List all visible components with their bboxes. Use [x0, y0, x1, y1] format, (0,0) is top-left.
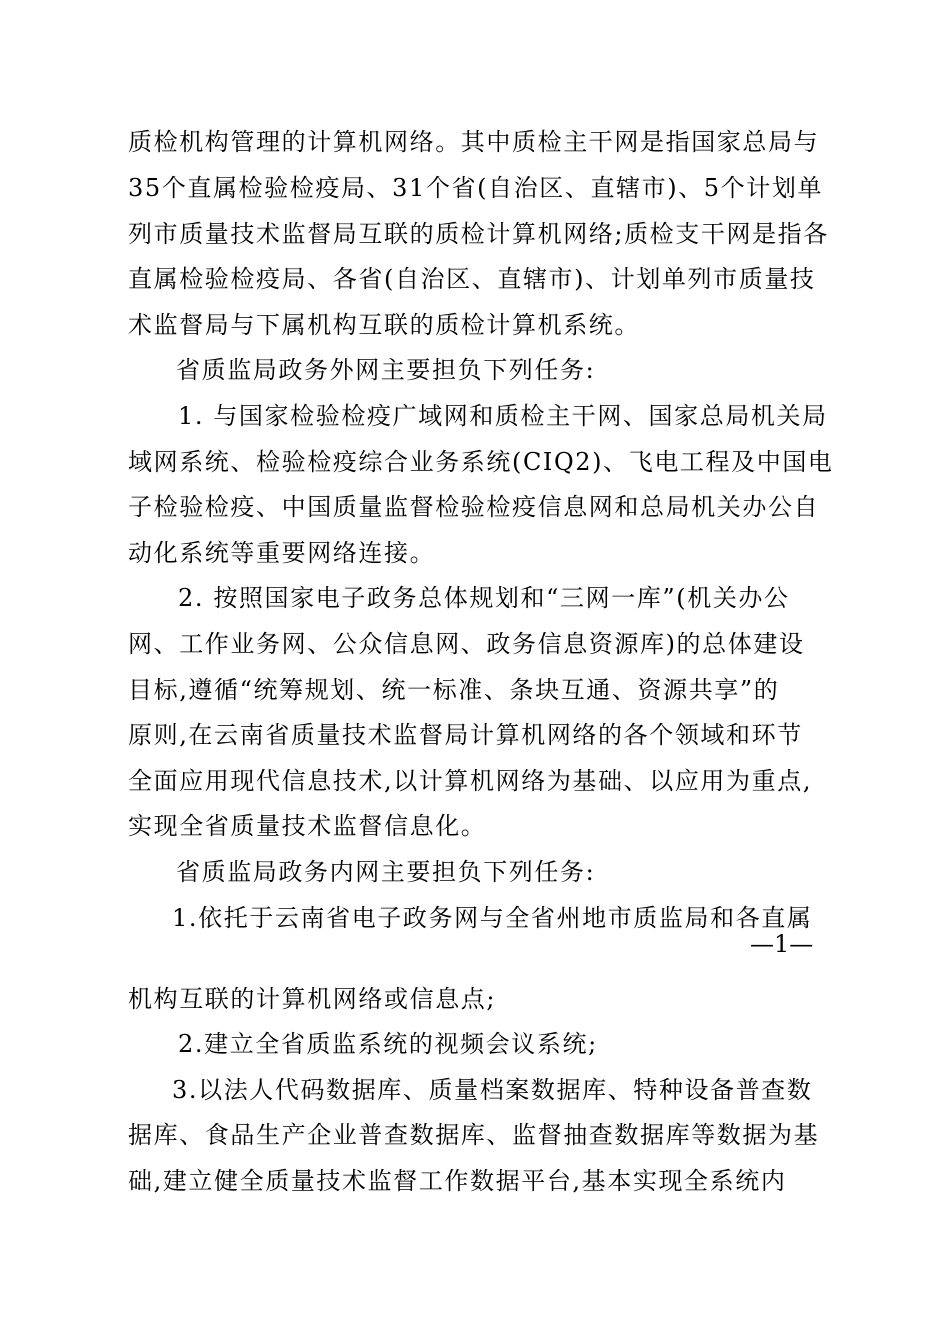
paragraph-line: 全面应用现代信息技术,以计算机网络为基础、以应用为重点,	[128, 767, 813, 795]
list-item-line: 2.建立全省质监系统的视频会议系统;	[178, 1030, 598, 1058]
list-item-line: 1. 与国家检验检疫广域网和质检主干网、国家总局机关局	[178, 402, 828, 430]
paragraph-line: 实现全省质量技术监督信息化。	[128, 812, 487, 840]
paragraph-line: 35个直属检验检疫局、31个省(自治区、直辖市)、5个计划单	[128, 174, 824, 202]
paragraph-line: 目标,遵循“统筹规划、统一标准、条块互通、资源共享”的	[128, 676, 780, 704]
list-item-line: 3.以法人代码数据库、质量档案数据库、特种设备普查数	[172, 1076, 813, 1104]
paragraph-line: 础,建立健全质量技术监督工作数据平台,基本实现全系统内	[128, 1167, 787, 1195]
paragraph-line: 质检机构管理的计算机网络。其中质检主干网是指国家总局与	[128, 128, 820, 156]
paragraph-line: 原则,在云南省质量技术监督局计算机网络的各个领域和环节	[128, 721, 803, 749]
paragraph-line: 域网系统、检验检疫综合业务系统(CIQ2)、飞电工程及中国电	[128, 448, 834, 476]
section-heading: 省质监局政务外网主要担负下列任务:	[176, 356, 596, 384]
paragraph-line: 网、工作业务网、公众信息网、政务信息资源库)的总体建设	[128, 630, 805, 658]
paragraph-line: 列市质量技术监督局互联的质检计算机网络;质检支干网是指各	[128, 220, 829, 248]
paragraph-line: 机构互联的计算机网络或信息点;	[128, 985, 497, 1013]
paragraph-line: 术监督局与下属机构互联的质检计算机系统。	[128, 311, 640, 339]
list-item-line: 1.依托于云南省电子政务网与全省州地市质监局和各直属	[172, 904, 813, 932]
paragraph-line: 直属检验检疫局、各省(自治区、直辖市)、计划单列市质量技	[128, 265, 816, 293]
paragraph-line: 子检验检疫、中国质量监督检验检疫信息网和总局机关办公自	[128, 493, 820, 521]
paragraph-line: 动化系统等重要网络连接。	[128, 539, 436, 567]
page-number: —1—	[750, 930, 814, 958]
list-item-line: 2. 按照国家电子政务总体规划和“三网一库”(机关办公	[178, 584, 790, 612]
section-heading: 省质监局政务内网主要担负下列任务:	[176, 858, 596, 886]
paragraph-line: 据库、食品生产企业普查数据库、监督抽查数据库等数据为基	[128, 1121, 820, 1149]
